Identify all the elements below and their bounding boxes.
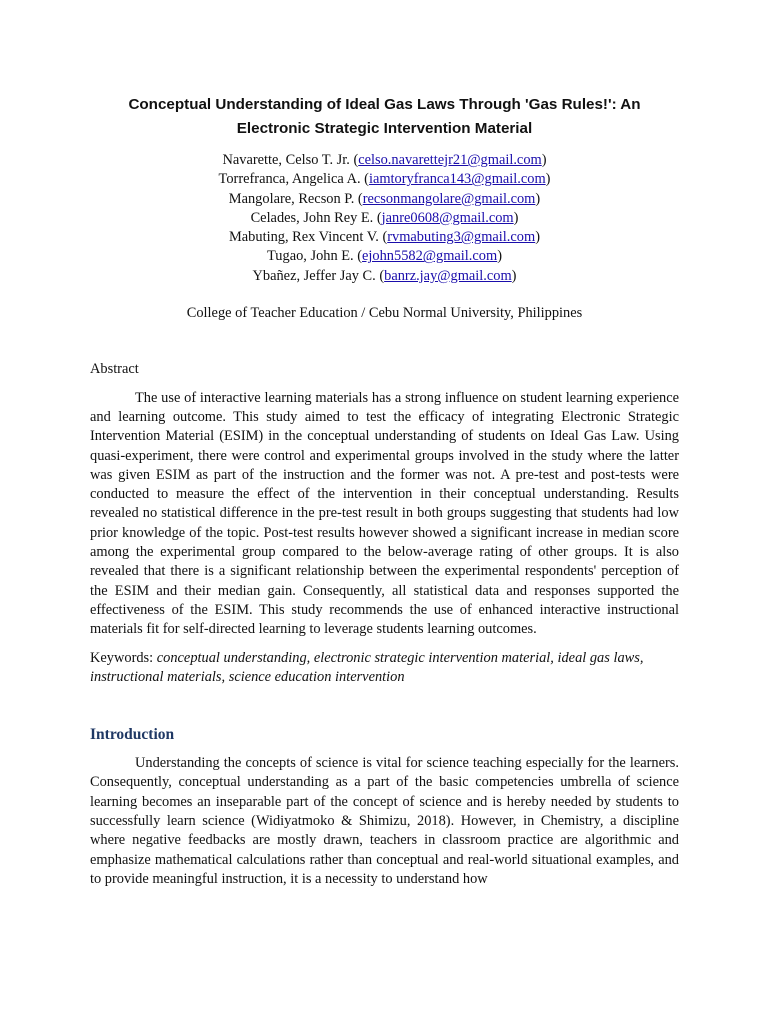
author-name: Ybañez, Jeffer Jay C. xyxy=(252,267,376,284)
author-email-link[interactable]: celso.navarettejr21@gmail.com xyxy=(358,152,542,168)
keywords-terms: conceptual understanding, electronic strategic intervention material, ideal gas laws, instructional materials, science education intervention xyxy=(90,649,644,685)
keywords xyxy=(90,649,679,688)
author-line: Mangolare, Recson P. (recsonmangolare@gmail.com) xyxy=(228,190,541,207)
paper-title: Conceptual Understanding of Ideal Gas Laws Through 'Gas Rules!': An Electronic Strategic Intervention Material xyxy=(128,96,641,137)
author-email-link[interactable]: banrz.jay@gmail.com xyxy=(384,267,512,284)
author-email-link[interactable]: janre0608@gmail.com xyxy=(381,209,514,226)
abstract-heading: Abstract xyxy=(90,361,139,378)
author-name: Celades, John Rey E. xyxy=(250,209,374,226)
author-name: Mangolare, Recson P. xyxy=(228,190,355,207)
author-line: Celades, John Rey E. (janre0608@gmail.com) xyxy=(250,209,519,226)
author-line: Tugao, John E. (ejohn5582@gmail.com) xyxy=(267,248,502,265)
author-email-link[interactable]: iamtoryfranca143@gmail.com xyxy=(368,171,546,188)
author-line: Navarette, Celso T. Jr. (celso.navarettejr21@gmail.com) xyxy=(222,152,547,168)
author-name: Mabuting, Rex Vincent V. xyxy=(229,229,379,246)
affiliation: College of Teacher Education / Cebu Normal University, Philippines xyxy=(186,305,583,322)
author-list xyxy=(90,151,679,286)
author-line: Torrefranca, Angelica A. (iamtoryfranca143@gmail.com) xyxy=(218,171,551,188)
author-email-link[interactable]: rvmabuting3@gmail.com xyxy=(387,229,536,246)
author-line: Ybañez, Jeffer Jay C. (banrz.jay@gmail.com) xyxy=(252,267,517,284)
introduction-body: Understanding the concepts of science is vital for science teaching especially for the learners. Consequently, conceptual understanding as a part of the basic competencies umbrella of science learning becomes an inseparable part of the concept of science and is hereby needed by students to successfully learn science (Widiyatmoko & Shimizu, 2018). However, in Chemistry, a discipline where negative feedbacks are mostly drawn, teachers in classroom practice are algorithmic and emphasize mathematical calculations rather than conceptual and real-world situational examples, and to provide meaningful instruction, it is a necessity to understand how xyxy=(90,755,679,887)
introduction-heading: Introduction xyxy=(90,726,175,744)
author-line: Mabuting, Rex Vincent V. (rvmabuting3@gmail.com) xyxy=(229,229,540,246)
keywords-label: Keywords: xyxy=(90,649,154,666)
author-name: Torrefranca, Angelica A. xyxy=(218,171,361,188)
abstract-body: The use of interactive learning materials has a strong influence on student learning experience and learning outcome. This study aimed to test the efficacy of integrating Electronic Strategic Intervention Material (ESIM) in the conceptual understanding of students on Ideal Gas Law. Using quasi-experiment, there were control and experimental groups involved in the study where the latter was given ESIM as part of the instruction and the former was not. A pre-test and post-tests were conducted to measure the effect of the intervention in their conceptual understanding. Results revealed no statistical difference in the pre-test result in both groups suggesting that students had low prior knowledge of the topic. Post-test results however showed a significant increase in median score among the experimental group compared to the below-average rating of other groups. It is also revealed that there is a significant relationship between the experimental respondents' perception of the ESIM and their median gain. Consequently, all statistical data and responses supported the effectiveness of the ESIM. This study recommends the use of enhanced interactive instructional materials fit for self-directed learning to leverage students learning outcomes. xyxy=(90,389,679,638)
author-email-link[interactable]: recsonmangolare@gmail.com xyxy=(362,190,536,207)
author-name: Navarette, Celso T. Jr. xyxy=(222,152,350,168)
author-email-link[interactable]: ejohn5582@gmail.com xyxy=(362,248,498,265)
author-name: Tugao, John E. xyxy=(267,248,354,265)
